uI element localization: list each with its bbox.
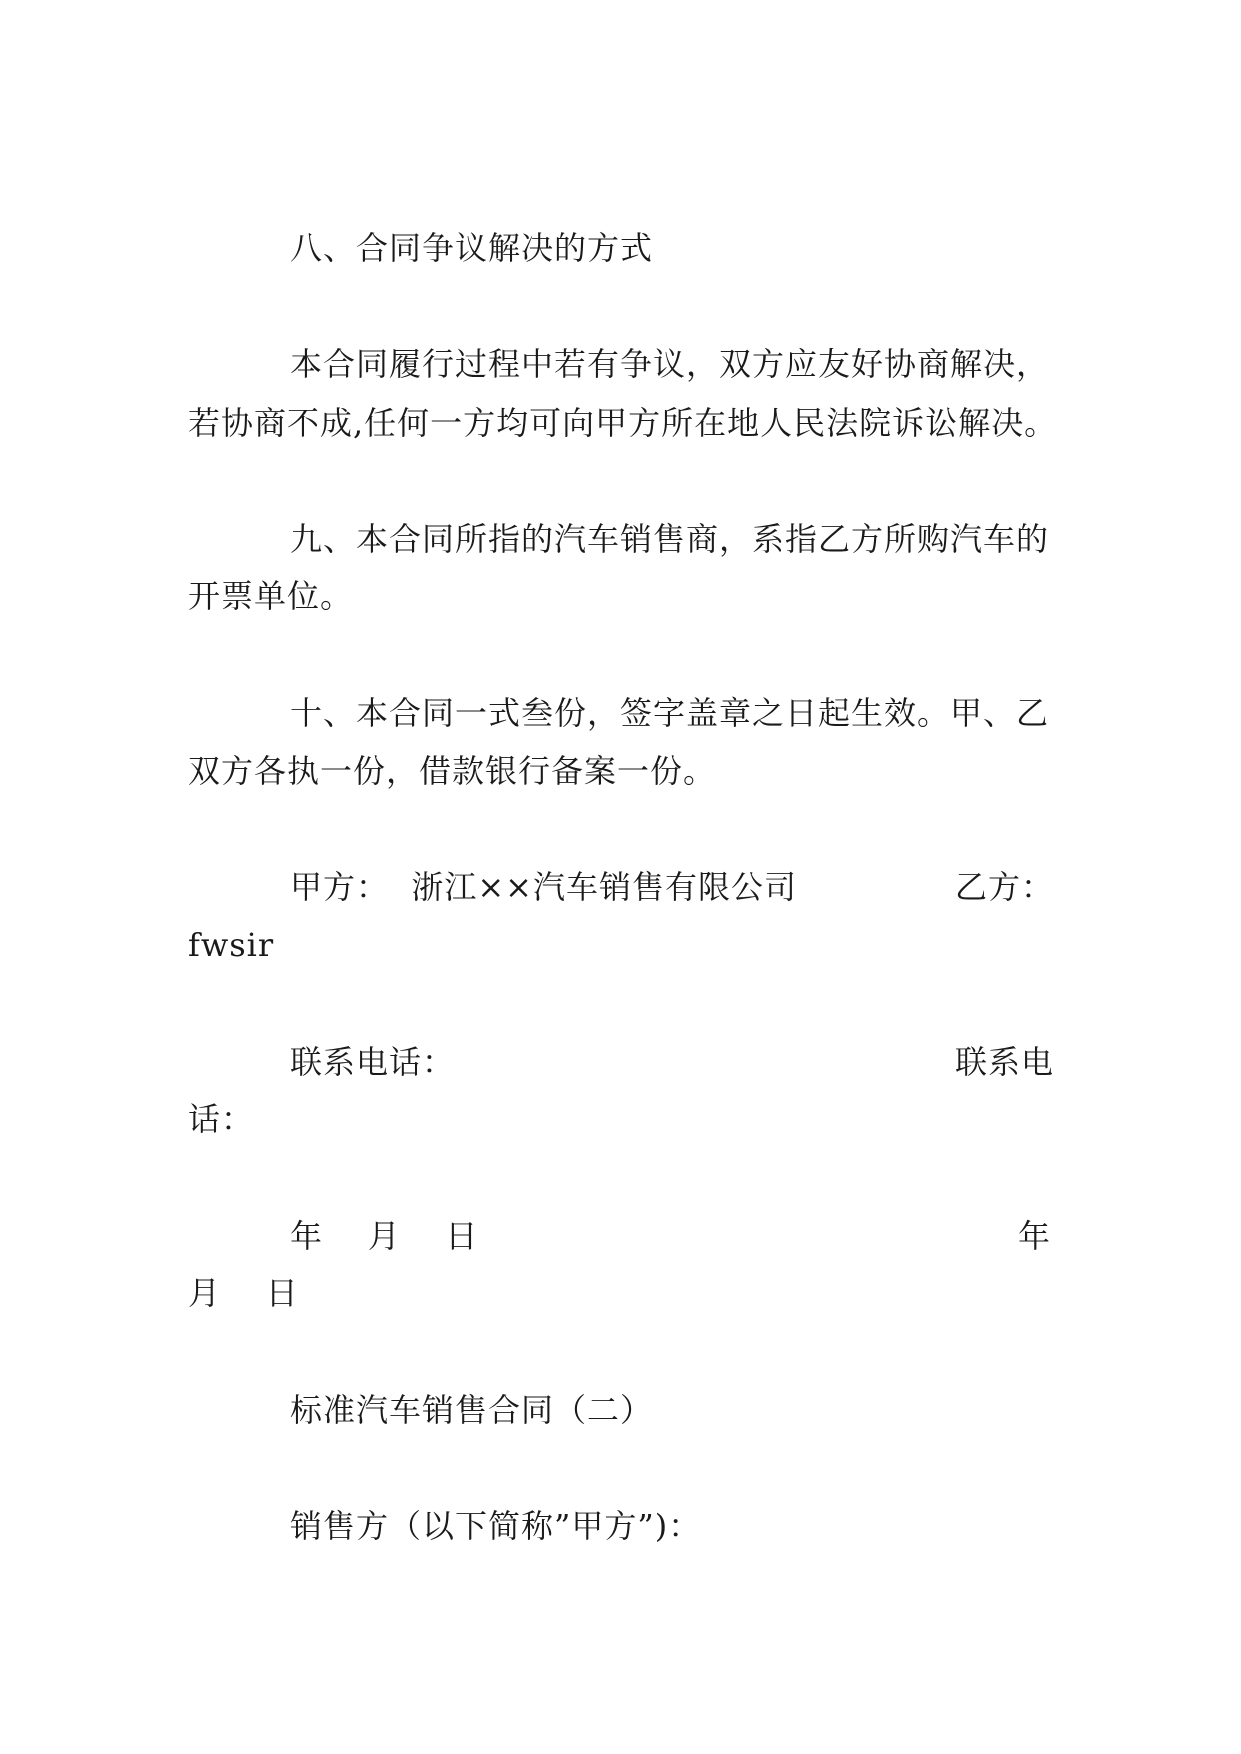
phone-b-label-part1: 联系电 [955, 1043, 1055, 1081]
phone-a-label: 联系电话： [290, 1043, 456, 1081]
party-b-label: 乙方： [955, 868, 1055, 906]
section9-line2: 开票单位。 [188, 577, 354, 615]
section8-heading: 八、合同争议解决的方式 [290, 229, 654, 267]
phone-b-label-part2: 话： [188, 1100, 255, 1138]
date-a: 年 月 日 [290, 1217, 479, 1255]
section10-line2: 双方各执一份，借款银行备案一份。 [188, 752, 717, 790]
party-b-name: fwsir [188, 926, 275, 964]
date-b-part2: 月 日 [188, 1274, 299, 1312]
date-b-part1: 年 [1018, 1217, 1052, 1255]
section9-line1: 九、本合同所指的汽车销售商，系指乙方所购汽车的 [290, 520, 1050, 558]
section8-body-line1: 本合同履行过程中若有争议，双方应友好协商解决， [290, 345, 1050, 383]
section8-body-line2: 若协商不成,任何一方均可向甲方所在地人民法院诉讼解决。 [188, 404, 1058, 442]
seller-line: 销售方（以下简称”甲方”)： [290, 1507, 702, 1545]
contract2-title: 标准汽车销售合同（二） [290, 1391, 654, 1429]
party-a-label: 甲方： 浙江××汽车销售有限公司 [290, 868, 797, 906]
section10-line1: 十、本合同一式叁份，签字盖章之日起生效。甲、乙 [290, 694, 1050, 732]
